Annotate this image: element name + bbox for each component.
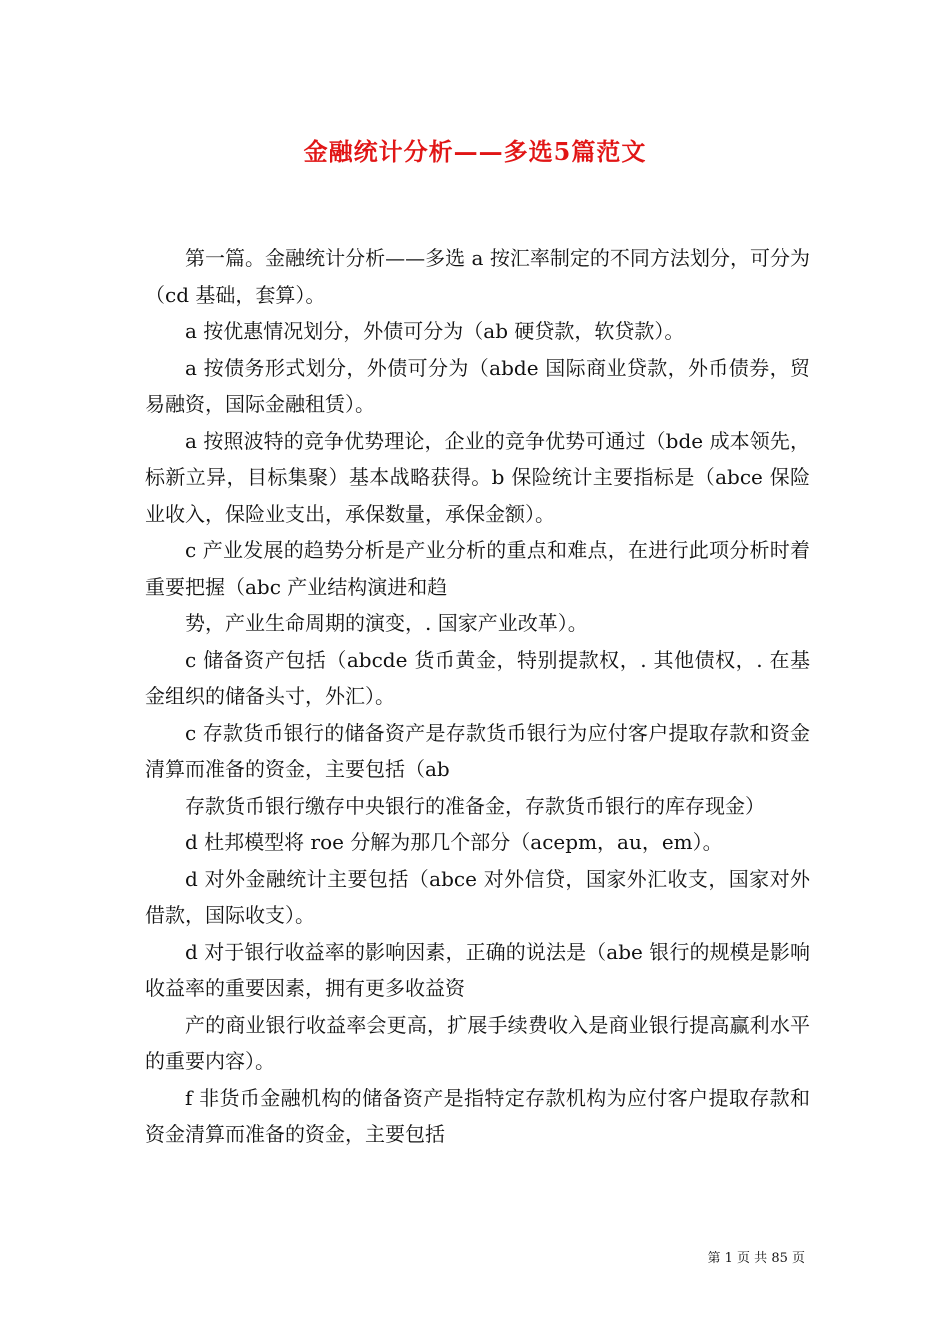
paragraph: a 按照波特的竞争优势理论，企业的竞争优势可通过（bde 成本领先，标新立异，目标集聚）基本战略获得。b 保险统计主要指标是（abce 保险业收入，保险业支出，承保数量，承保金额）。 [145, 428, 810, 526]
document-body [145, 240, 810, 1153]
paragraph: c 存款货币银行的储备资产是存款货币银行为应付客户提取存款和资金清算而准备的资金，主要包括（ab [145, 720, 810, 781]
paragraph: f 非货币金融机构的储备资产是指特定存款机构为应付客户提取存款和资金清算而准备的资金，主要包括 [145, 1085, 810, 1146]
paragraph: a 按债务形式划分，外债可分为（abde 国际商业贷款，外币债券，贸易融资，国际金融租赁）。 [145, 355, 810, 416]
paragraph: 产的商业银行收益率会更高，扩展手续费收入是商业银行提高赢利水平的重要内容）。 [145, 1012, 810, 1073]
page-number-footer: 第 1 页 共 85 页 [707, 1251, 805, 1266]
paragraph: 第一篇。金融统计分析——多选 a 按汇率制定的不同方法划分，可分为（cd 基础，套算）。 [145, 246, 810, 307]
paragraph: d 对外金融统计主要包括（abce 对外信贷，国家外汇收支，国家对外借款，国际收支）。 [145, 866, 810, 927]
paragraph: 势，产业生命周期的演变，. 国家产业改革）。 [185, 611, 588, 635]
paragraph: d 杜邦模型将 roe 分解为那几个部分（acepm，au，em）。 [185, 830, 723, 854]
paragraph: c 储备资产包括（abcde 货币黄金，特别提款权，. 其他债权，. 在基金组织的储备头寸，外汇）。 [145, 647, 810, 708]
paragraph: c 产业发展的趋势分析是产业分析的重点和难点，在进行此项分析时着重要把握（abc 产业结构演进和趋 [145, 538, 810, 599]
paragraph: 存款货币银行缴存中央银行的准备金，存款货币银行的库存现金） [185, 793, 765, 818]
paragraph: d 对于银行收益率的影响因素，正确的说法是（abe 银行的规模是影响收益率的重要因素，拥有更多收益资 [145, 939, 810, 1000]
paragraph: a 按优惠情况划分，外债可分为（ab 硬贷款，软贷款）。 [185, 319, 685, 343]
document-title: 金融统计分析——多选5篇范文 [303, 137, 647, 166]
